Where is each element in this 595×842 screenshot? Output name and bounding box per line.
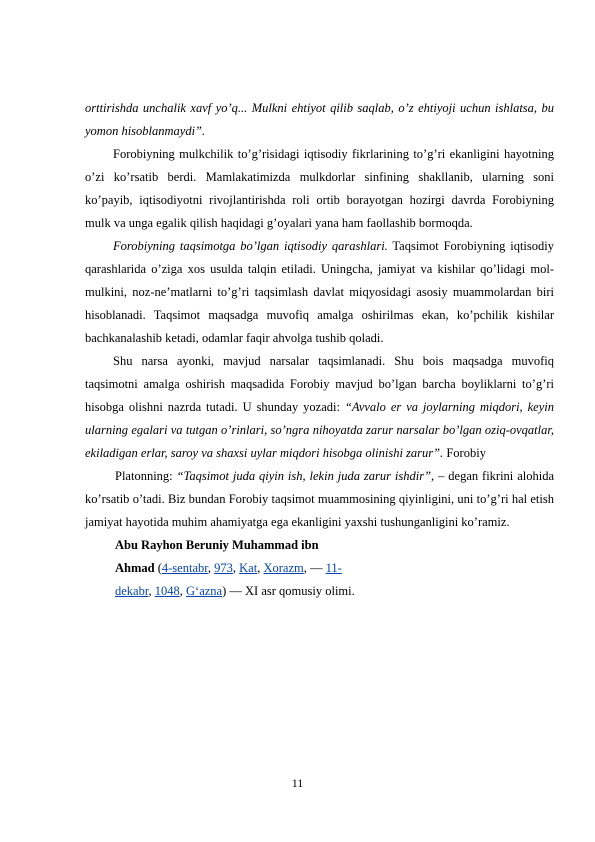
punct: , [148,584,155,598]
link-birth-year[interactable]: 973 [214,561,233,575]
author-name: Abu Rayhon Beruniy Muhammad ibn [115,538,319,552]
paragraph-lead: Platonning: [115,469,177,483]
section-heading: Forobiyning taqsimotga bo’lgan iqtisodiy qarashlari. [113,239,388,253]
link-death-date-end[interactable]: dekabr [115,584,149,598]
punct: , [207,561,215,575]
paragraph-text: Taqsimot Forobiyning iqtisodiy qarashlarida o’ziga xos usulda talqin etiladi. Uningcha, jamiyat va kishilar qo’lidagi mol-mulkini, noz-ne’matlarni to’g’ri taqsimlash davlat miqyosidagi asosiy muammolardan biri hisoblanadi. Taqsimot maqsadga muvofiq amalga oshirilmas ekan, ko’pchilik kishilar bachkanalashib ketadi, odamlar faqir ahvolga tushib qoladi. [85,239,554,345]
document-body [85,97,554,603]
link-birth-place[interactable]: Kat [239,561,258,575]
paragraph-plato [85,465,554,534]
punct: , [232,561,240,575]
paragraph-text: Forobiyning mulkchilik to’g’risidagi iqtisodiy fikrlarining to’g’ri ekanligini hayotning o’zi ko’rsatib berdi. Mamlakatimizda mulkdorlar sinfining shakllanib, ularning soni ko’payib, iqtisodiyotni rivojlantirishda roli ortib borayotgan hozirgi davrda Forobiyning mulk va unga egalik qilish haqidagi g’oyalari yana ham faollashib bormoqda. [85,147,554,230]
paragraph-text: – degan fikrini alohida ko’rsatib o’tadi. Biz bundan Forobiy taqsimot muammosining qiyinligini, uni to’g’ri hal etish jamiyat hayotida muhim ahamiyatga ega ekanligini yaxshi tushunganligini ko’ramiz. [85,469,554,529]
punct: , [257,561,264,575]
quote-text: “Taqsimot juda qiyin ish, lekin juda zarur ishdir”, [176,469,435,483]
quote-text: orttirishda unchalik xavf yo’q... Mulkni ehtiyot qilib saqlab, o’z ehtiyoji uchun ishlatsa, bu yomon hisoblanmaydi”. [85,101,554,138]
link-death-year[interactable]: 1048 [154,584,180,598]
author-description: ) — XI asr qomusiy olimi. [222,584,355,598]
link-death-date-start[interactable]: 11- [325,561,342,575]
punct: ( [154,561,162,575]
author-line-1 [85,534,554,557]
page-number: 11 [291,776,304,790]
paragraph-text: Shu narsa ayonki, mavjud narsalar taqsimlanadi. Shu bois maqsadga muvofiq taqsimotni amalga oshirish maqsadida Forobiy mavjud bo’lgan barcha boyliklarni to’g’ri hisobga olishni nazrda tutadi. U shunday yozadi: [85,354,554,414]
link-region[interactable]: Xorazm [263,561,304,575]
author-line-2 [85,557,554,580]
paragraph-ownership [85,143,554,235]
paragraph-quote-end [85,97,554,143]
link-birth-date[interactable]: 4-sentabr [161,561,208,575]
punct: , — [303,561,326,575]
paragraph-distribution [85,235,554,350]
author-name-cont: Ahmad [115,561,155,575]
paragraph-accounting [85,350,554,465]
paragraph-tail: Forobiy [443,446,486,460]
link-death-place[interactable]: G‘azna [186,584,223,598]
author-line-3 [85,580,554,603]
punct: , [179,584,187,598]
quote-text: “Avvalo er va joylarning miqdori, keyin ularning egalari va tutgan o’rinlari, so’ngra nihoyatda zarur narsalar bo’lgan oziq-ovqatlar, ekiladigan erlar, saroy va shaxsi uylar miqdori hisobga olinishi zarur”. [85,400,554,460]
